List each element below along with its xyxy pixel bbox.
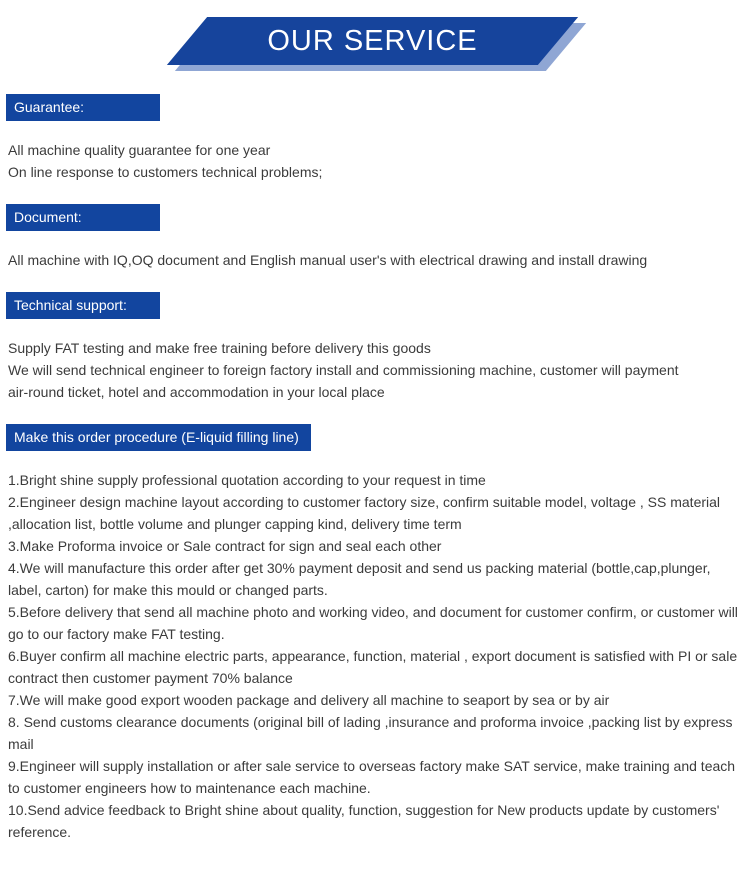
text-line: All machine quality guarantee for one year: [8, 142, 271, 158]
service-section: [6, 204, 750, 271]
text-line: mail: [8, 736, 34, 752]
section-heading: Document:: [6, 204, 160, 231]
section-body: [6, 337, 750, 403]
sections-container: [0, 94, 750, 869]
text-line: 8. Send customs clearance documents (original bill of lading ,insurance and proforma invoice ,packing list by express: [8, 714, 733, 730]
text-line: 1.Bright shine supply professional quotation according to your request in time: [8, 472, 486, 488]
service-section: [6, 424, 750, 843]
section-heading: Make this order procedure (E-liquid filling line): [6, 424, 311, 451]
service-section: [6, 94, 750, 183]
section-heading: Guarantee:: [6, 94, 160, 121]
text-line: 4.We will manufacture this order after get 30% payment deposit and send us packing material (bottle,cap,plunger,: [8, 560, 711, 576]
section-body: [6, 139, 750, 183]
service-section: [6, 292, 750, 403]
text-line: to customer engineers how to maintenance each machine.: [8, 780, 371, 796]
text-line: 5.Before delivery that send all machine photo and working video, and document for customer confirm, or customer will: [8, 604, 738, 620]
text-line: label, carton) for make this mould or changed parts.: [8, 582, 328, 598]
text-line: air-round ticket, hotel and accommodation in your local place: [8, 384, 385, 400]
section-body: [6, 249, 750, 271]
service-banner: [0, 0, 750, 94]
text-line: 9.Engineer will supply installation or after sale service to overseas factory make SAT service, make training and teach: [8, 758, 736, 774]
section-heading: Technical support:: [6, 292, 160, 319]
text-line: We will send technical engineer to foreign factory install and commissioning machine, customer will payment: [8, 362, 679, 378]
text-line: 10.Send advice feedback to Bright shine about quality, function, suggestion for New products update by customers': [8, 802, 720, 818]
text-line: 6.Buyer confirm all machine electric parts, appearance, function, material , export document is satisfied with PI or sale: [8, 648, 738, 664]
text-line: contract then customer payment 70% balance: [8, 670, 293, 686]
section-body: [6, 469, 750, 843]
text-line: reference.: [8, 824, 72, 840]
text-line: go to our factory make FAT testing.: [8, 626, 225, 642]
page-title: OUR SERVICE: [267, 24, 478, 57]
text-line: Supply FAT testing and make free training before delivery this goods: [8, 340, 431, 356]
text-line: 2.Engineer design machine layout according to customer factory size, confirm suitable model, voltage , SS material: [8, 494, 721, 510]
text-line: 7.We will make good export wooden package and delivery all machine to seaport by sea or by air: [8, 692, 610, 708]
text-line: All machine with IQ,OQ document and English manual user's with electrical drawing and install drawing: [8, 252, 648, 268]
text-line: 3.Make Proforma invoice or Sale contract for sign and seal each other: [8, 538, 442, 554]
text-line: ,allocation list, bottle volume and plunger capping kind, delivery time term: [8, 516, 462, 532]
text-line: On line response to customers technical problems;: [8, 164, 323, 180]
